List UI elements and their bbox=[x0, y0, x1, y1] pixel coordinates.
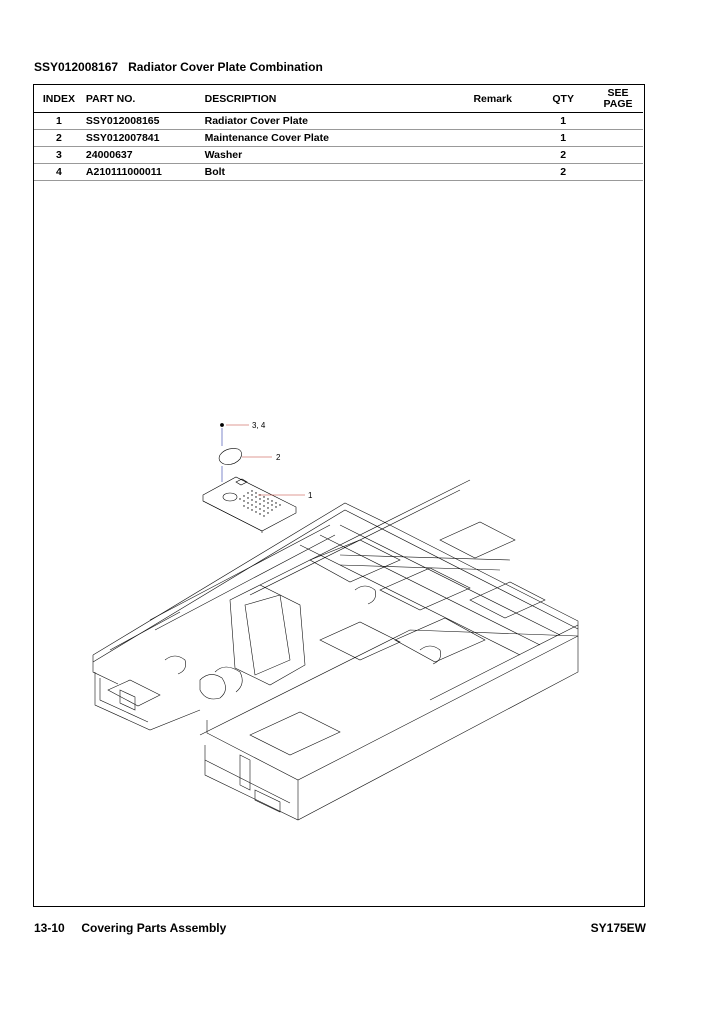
cell-index: 4 bbox=[34, 164, 84, 181]
footer-left bbox=[34, 921, 226, 935]
col-remark: Remark bbox=[473, 85, 533, 113]
callout-3-4: 3, 4 bbox=[252, 421, 266, 430]
cell-description: Washer bbox=[205, 147, 474, 164]
cell-qty: 2 bbox=[533, 164, 593, 181]
table-row bbox=[34, 113, 643, 130]
table-row bbox=[34, 130, 643, 147]
cell-part-no: SSY012008165 bbox=[84, 113, 205, 130]
cell-remark bbox=[473, 147, 533, 164]
assembly-name: Radiator Cover Plate Combination bbox=[128, 60, 323, 74]
cell-index: 3 bbox=[34, 147, 84, 164]
cell-part-no: 24000637 bbox=[84, 147, 205, 164]
exploded-parts-diagram bbox=[55, 330, 585, 830]
cell-see-page bbox=[593, 147, 643, 164]
callout-1: 1 bbox=[308, 491, 313, 500]
col-description: DESCRIPTION bbox=[205, 85, 474, 113]
assembly-code: SSY012008167 bbox=[34, 60, 119, 74]
bolt-washer-part bbox=[220, 423, 223, 446]
col-see-page bbox=[593, 85, 643, 113]
cell-description: Bolt bbox=[205, 164, 474, 181]
section-name: Covering Parts Assembly bbox=[81, 921, 227, 935]
maintenance-cover-plate-part bbox=[219, 449, 242, 482]
cell-part-no: SSY012007841 bbox=[84, 130, 205, 147]
cell-index: 2 bbox=[34, 130, 84, 147]
table-row bbox=[34, 164, 643, 181]
col-index: INDEX bbox=[34, 85, 84, 113]
see-label: SEE bbox=[607, 86, 629, 99]
cell-remark bbox=[473, 130, 533, 147]
cell-remark bbox=[473, 164, 533, 181]
parts-table bbox=[34, 85, 643, 181]
cell-part-no: A210111000011 bbox=[84, 164, 205, 181]
cell-qty: 1 bbox=[533, 130, 593, 147]
cell-qty: 1 bbox=[533, 113, 593, 130]
page-number: 13-10 bbox=[34, 921, 65, 935]
cell-description: Maintenance Cover Plate bbox=[205, 130, 474, 147]
model-name: SY175EW bbox=[590, 921, 646, 935]
cell-index: 1 bbox=[34, 113, 84, 130]
cell-qty: 2 bbox=[533, 147, 593, 164]
machine-frame-drawing bbox=[93, 480, 578, 820]
page-label: PAGE bbox=[603, 97, 633, 110]
table-header-row bbox=[34, 85, 643, 113]
cell-see-page bbox=[593, 164, 643, 181]
cell-description: Radiator Cover Plate bbox=[205, 113, 474, 130]
cell-remark bbox=[473, 113, 533, 130]
cell-see-page bbox=[593, 130, 643, 147]
col-part-no: PART NO. bbox=[84, 85, 205, 113]
page-title bbox=[34, 60, 323, 74]
radiator-cover-plate-part bbox=[203, 477, 296, 533]
col-qty: QTY bbox=[533, 85, 593, 113]
cell-see-page bbox=[593, 113, 643, 130]
table-row bbox=[34, 147, 643, 164]
callout-2: 2 bbox=[276, 453, 281, 462]
